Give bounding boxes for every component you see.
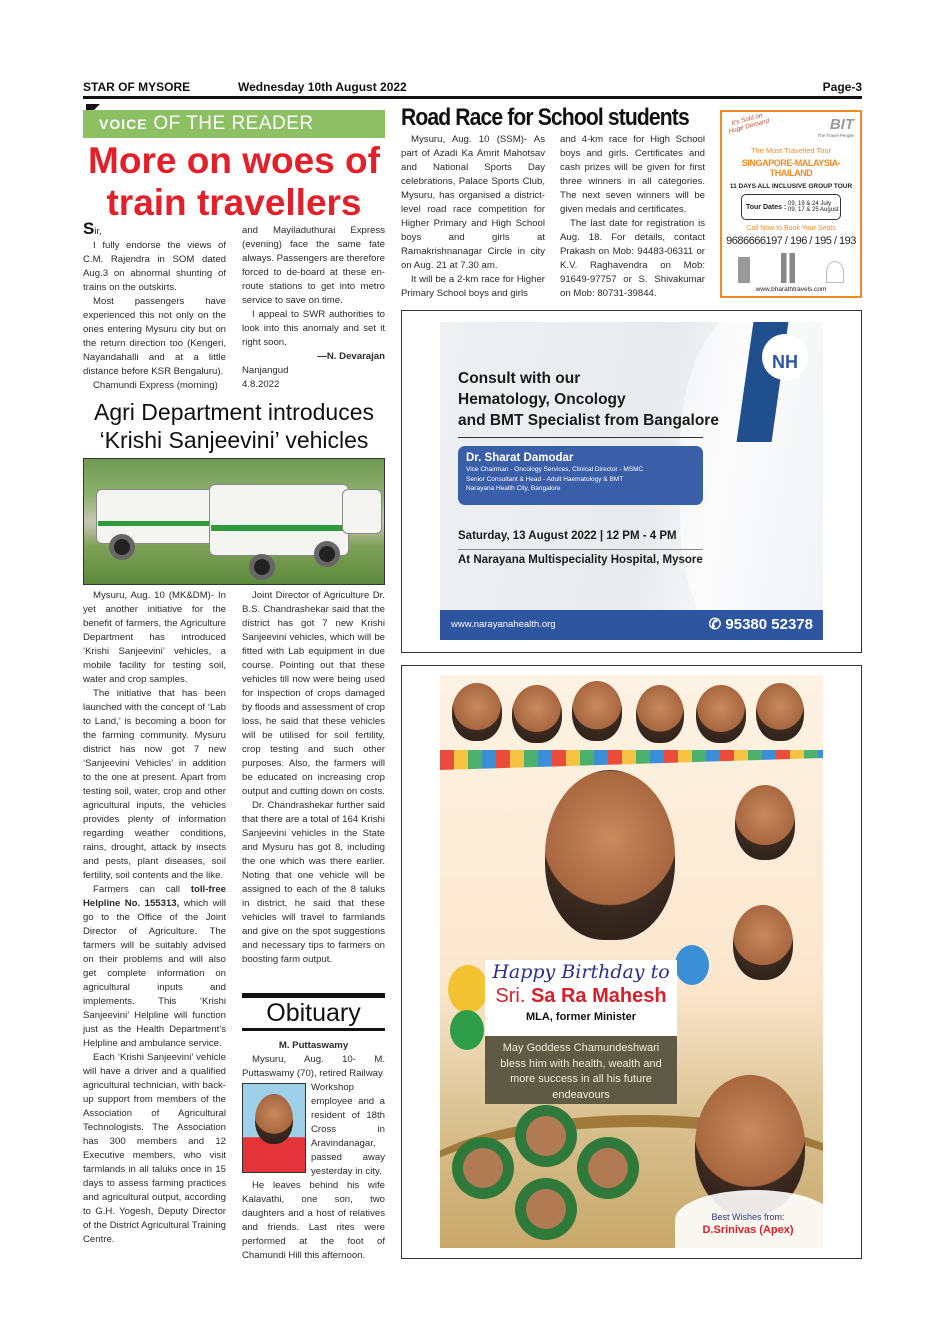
letter-date: 4.8.2022 bbox=[242, 379, 280, 390]
birthday-ad bbox=[440, 675, 823, 1248]
agri-col-2 bbox=[242, 589, 385, 967]
travel-ad[interactable] bbox=[720, 110, 862, 298]
divider bbox=[458, 549, 703, 550]
greeting: Happy Birthday to bbox=[492, 961, 670, 983]
doctor-box bbox=[458, 446, 703, 505]
dates-august: 09, 17 & 25 August bbox=[788, 207, 839, 213]
text: Farmers can call bbox=[93, 884, 191, 895]
wish-text: May Goddess Chamundeshwari bless him with health, wealth and more success in all his future endeavours bbox=[485, 1036, 677, 1104]
paragraph: Dr. Chandrashekar further said that there are a total of 164 Krishi Sanjeevini vehicles in the State and Mysuru has got 8, including the one which was there earlier. Noting that one vehicle will be assigned to each of the 8 taluks in district, he said that these vehicles will travel to farmlands and give on the spot suggestions and necessary tips to farmers on boosting farm output. bbox=[242, 800, 385, 965]
logo-sub: The Travel People bbox=[817, 133, 854, 138]
paper-name: STAR OF MYSORE bbox=[83, 80, 191, 94]
paragraph: He leaves behind his wife Kalavathi, one son, two daughters and a host of relatives and friends. Last rites were performed at the foot of Chamundi Hill this afternoon. bbox=[242, 1180, 385, 1261]
medal-portrait bbox=[452, 1137, 514, 1199]
phone-icon: ✆ bbox=[708, 616, 726, 633]
road-col-2 bbox=[560, 133, 705, 301]
paragraph: Mysuru, Aug. 10 (SSM)- As part of Azadi Ka Amrit Mahotsav and National Sports Day celebrations, Palace Sports Club, Mysuru, has organised a district-level road race competition for Higher Primary and High School boys and girls at Ramakrishnanagar Circle in city on Aug. 21 at 7.30 am. bbox=[401, 134, 545, 271]
paragraph: It will be a 2-km race for Higher Primary School boys and girls bbox=[401, 274, 545, 299]
paragraph: Each ‘Krishi Sanjeevini’ vehicle will have a driver and a qualified agricultural technician, with back-up support from members of the Association of Agricultural Technologists. The Association has 300 members and 12 Executive members, who visit farmlands in all taluks once in 15 days to assess farming practices and agricultural output, according to G.H. Yogesh, Deputy Director of the District Agricultural Training Centre. bbox=[83, 1052, 226, 1245]
road-col-1 bbox=[401, 133, 545, 301]
tour-dates-box bbox=[741, 194, 841, 220]
wishes-from-name: D.Srinivas (Apex) bbox=[702, 1224, 794, 1236]
obituary-title: Obituary bbox=[242, 993, 385, 1031]
twin-towers-icon bbox=[781, 253, 795, 283]
wheel bbox=[109, 534, 135, 560]
text: which will go to the Office of the Joint Director of Agriculture. The farmers will be suitably advised on their problems and will also get complete information on agricultural inputs and implements. This ‘Krishi Sanjeevini’ Helpline will function just as the Health Department’s Helpline and ambulance service. bbox=[83, 898, 226, 1049]
vehicle bbox=[342, 489, 382, 534]
paragraph: The initiative that has been launched with the concept of ‘Lab to Land,’ is becoming a boon for the farming community. Mysuru district has now got 7 new ‘Sanjeevini Vehicles’ in addition to the one at present. Apart from testing soil, water, crop and other agricultural inputs, the vehicles provides plenty of information regarding weather conditions, rains, drought, attack by insects and pests, plant diseases, soil fertility, soil contents and the like. bbox=[83, 688, 226, 881]
divider bbox=[458, 437, 703, 438]
merlion-icon bbox=[738, 257, 750, 283]
wheel bbox=[314, 541, 340, 567]
greeting-box bbox=[485, 960, 677, 1036]
nh-headline-1: Consult with our bbox=[458, 370, 581, 387]
paragraph: Workshop employee and a resident of 18th Cross in Aravindanagar, passed away yesterday in city. bbox=[311, 1082, 385, 1177]
obituary-name: M. Puttaswamy bbox=[278, 1040, 349, 1051]
agri-headline bbox=[83, 398, 385, 454]
nh-footer bbox=[440, 610, 823, 640]
bunting bbox=[440, 750, 823, 770]
letter-col-1 bbox=[83, 219, 226, 393]
vehicle-stripe bbox=[211, 525, 347, 531]
portrait bbox=[756, 683, 804, 741]
nh-ad[interactable] bbox=[440, 322, 823, 640]
dates-label: Tour Dates : bbox=[746, 203, 787, 211]
page-header bbox=[83, 78, 862, 96]
road-race-headline: Road Race for School students bbox=[401, 104, 689, 131]
helpline-paragraph bbox=[83, 883, 226, 1051]
paragraph: I appeal to SWR authorities to look into this anomaly and set it right soon. bbox=[242, 309, 385, 348]
salutation: Sir, bbox=[83, 219, 102, 238]
nh-phone-number: 95380 52378 bbox=[725, 616, 813, 633]
voice-banner bbox=[83, 110, 385, 138]
balloon bbox=[675, 945, 709, 985]
tagline: The Most Travelled Tour bbox=[750, 146, 832, 155]
nh-phone[interactable] bbox=[709, 615, 813, 633]
medal-portrait bbox=[577, 1137, 639, 1199]
wishes-label: Best Wishes from: bbox=[711, 1212, 785, 1222]
phone-number[interactable]: 9686666197 / 196 / 195 / 193 bbox=[726, 235, 856, 247]
bit-logo: BIT bbox=[829, 116, 854, 133]
nh-headline-3: and BMT Specialist from Bangalore bbox=[458, 412, 719, 429]
name: Sa Ra Mahesh bbox=[530, 985, 667, 1007]
page-number: Page-3 bbox=[822, 80, 862, 94]
medal-portrait bbox=[515, 1178, 577, 1240]
tour-type: 11 DAYS ALL INCLUSIVE GROUP TOUR bbox=[729, 183, 853, 190]
vehicles-photo bbox=[83, 458, 385, 585]
doctor-role: Senior Consultant & Head - Adult Haematology & BMT bbox=[466, 475, 624, 483]
letter-place: Nanjangud bbox=[242, 365, 289, 376]
agri-headline-2: ‘Krishi Sanjeevini’ vehicles bbox=[99, 427, 369, 453]
voice-label: VOICE bbox=[99, 116, 148, 132]
doctor-name: Dr. Sharat Damodar bbox=[466, 452, 574, 464]
dates-july: 09, 19 & 24 July bbox=[788, 201, 832, 207]
header-rule bbox=[83, 96, 862, 99]
paragraph: Mysuru, Aug. 10- M. Puttaswamy (70), retired Railway bbox=[242, 1054, 385, 1079]
balloon bbox=[450, 1010, 484, 1050]
landmarks bbox=[722, 253, 860, 283]
doctor-role: Narayana Health City, Bangalore bbox=[466, 485, 561, 492]
agri-headline-1: Agri Department introduces bbox=[94, 399, 374, 425]
paragraph: I fully endorse the views of C.M. Rajendra in SOM dated Aug.3 on abnormal shunting of trains on the outskirts. bbox=[83, 240, 226, 293]
paragraph: and Mayiladuthurai Express (evening) face the same fate always. Passengers are therefore forced to de-board at these en-route stations to get into metro service to save on time. bbox=[242, 225, 385, 306]
travel-url[interactable]: www.bharathtravels.com bbox=[755, 286, 827, 293]
paragraph: The last date for registration is Aug. 18. For details, contact Prakash on Mob: 94483-06311 or K.V. Raghavendra on Mob: 91649-97757 or S. Shivakumar on Mob: 80731-39844. bbox=[560, 218, 705, 299]
obituary-photo bbox=[242, 1083, 306, 1173]
obituary-body bbox=[242, 1039, 385, 1263]
tour-route: SINGAPORE-MALAYSIA-THAILAND bbox=[741, 158, 841, 178]
event-time: Saturday, 13 August 2022 | 12 PM - 4 PM bbox=[458, 530, 677, 542]
dates-list bbox=[788, 201, 839, 213]
paragraph: Most passengers have experienced this not only on the ones entering Mysuru city but on the return direction too (Kengeri, Nayandahalli and at a little distance before KSR Bengaluru). bbox=[83, 296, 226, 377]
sold-sticker: It's Sold on Huge Demand bbox=[727, 112, 771, 136]
helpline-number: toll-free Helpline No. 155313, bbox=[83, 884, 226, 909]
cta: Call Now to Book Your Seats bbox=[746, 225, 836, 232]
portrait bbox=[696, 685, 746, 743]
paragraph: Joint Director of Agriculture Dr. B.S. Chandrashekar said that the district has got 7 new Krishi Sanjeevini vehicles, which will be fitted with Lab equipment in due course. Pointing out that these vehicles till now were being used for inspection of crops damaged by floods and assessment of crop loss, he said that these vehicles will be utilised for soil fertility, crop testing and such other purposes. Also, the farmers will be educated on increasing crop output and cutting down on costs. bbox=[242, 590, 385, 797]
honoree-title: MLA, former Minister bbox=[525, 1011, 636, 1023]
paragraph: Chamundi Express (morning) bbox=[93, 380, 218, 391]
nh-url[interactable]: www.narayanahealth.org bbox=[451, 619, 556, 630]
doctor-role: Vice Chairman - Oncology Services, Clinical Director - MSMC bbox=[466, 466, 644, 473]
letter-headline: More on woes of train travellers bbox=[88, 140, 380, 223]
name-prefix: Sri. bbox=[495, 985, 526, 1007]
portrait bbox=[512, 685, 562, 743]
paragraph: Mysuru, Aug. 10 (MK&DM)- In yet another initiative for the benefit of farmers, the Agriculture Department has introduced ‘Krishi Sanjeevini’ vehicles, a mobile facility for testing soil, water and crop samples. bbox=[83, 590, 226, 685]
voice-label-rest: OF THE READER bbox=[153, 113, 314, 134]
portrait bbox=[636, 685, 684, 743]
main-portrait bbox=[545, 770, 675, 940]
honoree-name bbox=[485, 984, 677, 1008]
vehicle-stripe bbox=[98, 521, 214, 526]
portrait bbox=[452, 683, 502, 741]
paragraph: and 4-km race for High School boys and girls. Certificates and cash prizes will be given for first three winners in all categories. The next seven winners will be given medals and certificates. bbox=[560, 134, 705, 215]
portrait bbox=[572, 681, 622, 741]
issue-date: Wednesday 10th August 2022 bbox=[238, 80, 407, 94]
letter-col-2 bbox=[242, 224, 385, 392]
letter-signature: —N. Devarajan bbox=[317, 351, 385, 362]
portrait-face bbox=[255, 1094, 293, 1144]
portrait bbox=[735, 785, 795, 860]
medal-portrait bbox=[515, 1105, 577, 1167]
nh-logo: NH bbox=[762, 334, 808, 380]
event-venue: At Narayana Multispeciality Hospital, Mysore bbox=[458, 554, 703, 566]
buddha-icon bbox=[826, 261, 844, 283]
nh-headline-2: Hematology, Oncology bbox=[458, 391, 626, 408]
agri-col-1 bbox=[83, 589, 226, 1247]
balloon bbox=[448, 965, 488, 1013]
wheel bbox=[249, 554, 275, 580]
portrait bbox=[733, 905, 793, 980]
nh-headline bbox=[458, 368, 719, 431]
